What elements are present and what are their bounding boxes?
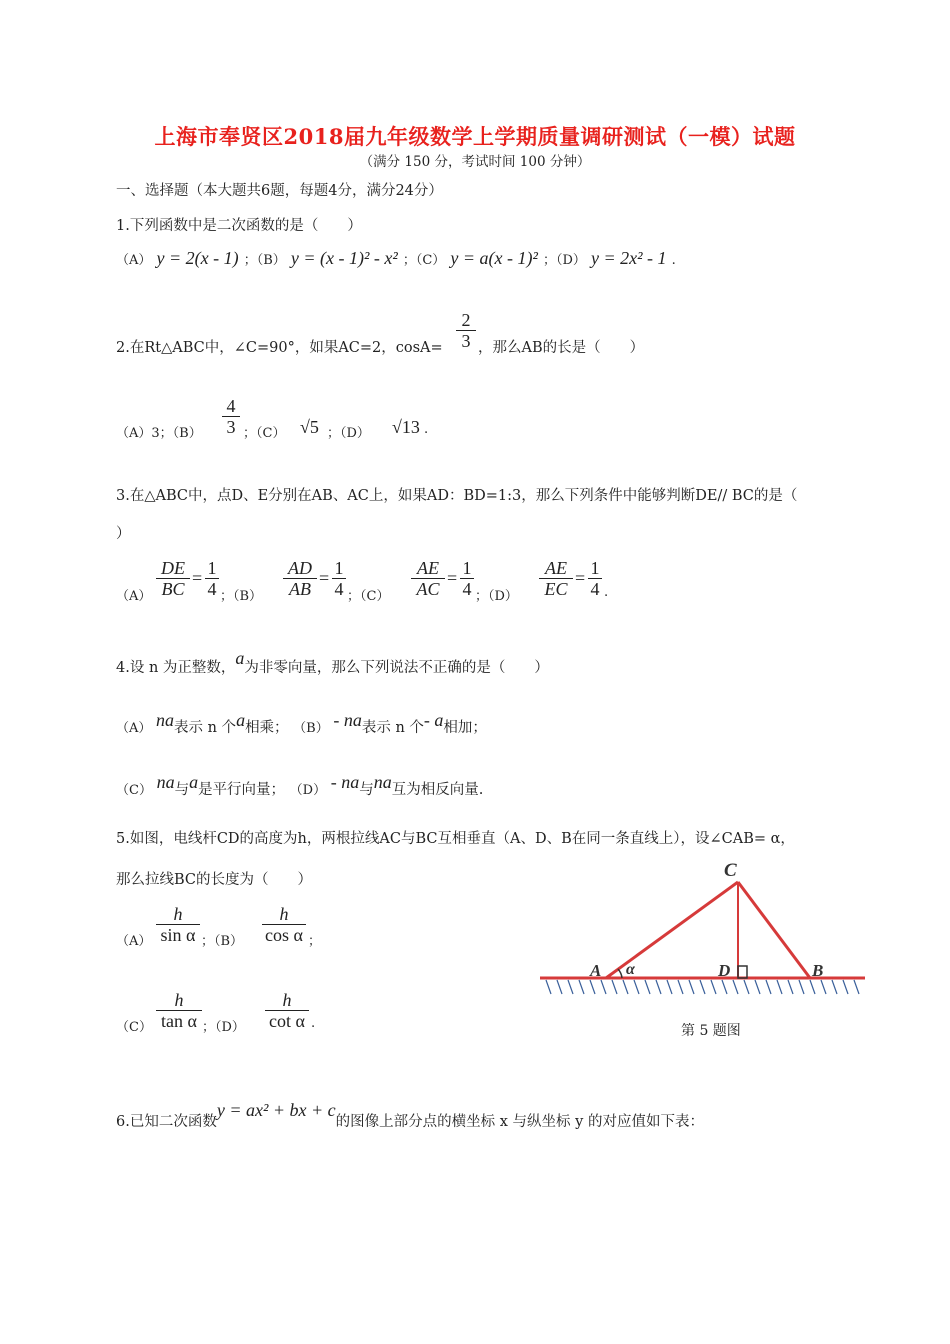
q2-option-c-label: ；（C） (243, 426, 286, 441)
q6-stem-a: 6.已知二次函数 (116, 1114, 217, 1130)
q5-option-c-denominator: tan α (156, 1010, 202, 1031)
q3-option-c-denominator: AC (411, 578, 445, 599)
q5-option-b-fraction (262, 904, 306, 945)
q2-option-b-fraction (222, 396, 240, 437)
hatch-mark (557, 980, 562, 994)
q3-option-d-fraction (539, 558, 573, 599)
q6-stem (116, 1100, 704, 1131)
q3-option-a-label: （A） (116, 589, 152, 604)
q4-option-d-na: na (373, 772, 392, 792)
hatch-mark (634, 980, 639, 994)
q3-option-b-rhs-num: 1 (334, 558, 344, 578)
hatch-mark (799, 980, 804, 994)
label-d: D (718, 961, 731, 980)
q5-option-b-denominator: cos α (262, 924, 306, 945)
q5-option-d-numerator: h (282, 990, 292, 1010)
q4-option-d-text: 与 (359, 782, 374, 798)
hatch-mark (821, 980, 826, 994)
q5-option-c-numerator: h (174, 990, 184, 1010)
q5-option-d-label: ；（D） (202, 1020, 245, 1035)
q3-option-c-fraction (411, 558, 445, 599)
q3-option-c-rhs (460, 558, 474, 599)
q2-option-b-denominator: 3 (222, 416, 240, 437)
hatch-mark (656, 980, 661, 994)
q3-option-d-rhs-num: 1 (590, 558, 600, 578)
label-a: A (590, 961, 602, 980)
hatch-mark (854, 980, 859, 994)
q4-stem-a: 4.设 n 为正整数， (116, 660, 236, 676)
q3-option-a-rhs-den: 4 (205, 578, 219, 599)
q3-option-b-numerator: AD (288, 558, 312, 578)
q1-option-b-expr: y = (x - 1)² - x² (290, 248, 398, 268)
hatch-mark (744, 980, 749, 994)
q3-option-b-fraction (283, 558, 317, 599)
q3-stem: 3.在△ABC中，点D、E分别在AB、AC上，如果AD：BD=1:3，那么下列条件中能够判断DE// BC的是（ (116, 488, 798, 504)
q3-option-d-equals: = (575, 568, 586, 588)
q2-cos-numerator: 2 (461, 310, 471, 330)
q5-option-d-fraction (265, 990, 309, 1031)
hatch-mark (711, 980, 716, 994)
q4-option-a-vec: a (236, 710, 246, 730)
q5-stem-cont: 那么拉线BC的长度为（ ） (116, 872, 313, 888)
q3-end-mark: . (604, 585, 609, 600)
q1-option-a-expr: y = 2(x - 1) (156, 248, 239, 268)
q3-option-b-rhs (332, 558, 346, 599)
hatch-mark (689, 980, 694, 994)
q4-option-a-end: 相乘； (245, 720, 289, 736)
hatch-mark (601, 980, 606, 994)
section-heading: 一、选择题（本大题共6题，每题4分，满分24分） (116, 183, 443, 199)
q3-option-b-denominator: AB (283, 578, 317, 599)
q4-vector-a: a (235, 648, 245, 668)
q4-stem (116, 648, 549, 677)
hatch-mark (546, 980, 551, 994)
q4-option-a-label: （A） (116, 721, 152, 736)
label-b: B (812, 961, 824, 980)
q3-option-d-rhs (588, 558, 602, 599)
ground-hatching (546, 980, 859, 994)
q5-option-d-denominator: cot α (265, 1010, 309, 1031)
q1-options (116, 248, 676, 278)
q3-option-d-label: ；（D） (475, 589, 518, 604)
q2-option-b-numerator: 4 (226, 396, 236, 416)
q2-end-mark: . (424, 422, 429, 437)
label-c: C (724, 860, 737, 881)
q3-option-a-fraction (156, 558, 190, 599)
q3-option-a-rhs-num: 1 (207, 558, 217, 578)
exam-info: （满分 150 分，考试时间 100 分钟） (359, 154, 591, 170)
q5-end-mark: . (311, 1016, 316, 1031)
hatch-mark (623, 980, 628, 994)
q3-option-b-label: ；（B） (220, 589, 263, 604)
q5-option-c-label: （C） (116, 1020, 152, 1035)
q4-stem-b: 为非零向量，那么下列说法不正确的是（ ） (244, 660, 549, 676)
q5-triangle-figure (538, 852, 868, 1002)
q3-option-c-numerator: AE (417, 558, 439, 578)
right-angle-mark (738, 966, 747, 978)
q4-option-c-end: 是平行向量； (198, 782, 286, 798)
q4-option-c-text: 与 (174, 782, 190, 798)
hatch-mark (645, 980, 650, 994)
q5-option-b-label: ；（B） (201, 934, 244, 949)
q3-option-a-rhs (205, 558, 219, 599)
q1-option-c-label: ；（C） (402, 253, 446, 268)
q5-stem: 5.如图，电线杆CD的高度为h，两根拉线AC与BC互相垂直（A、D、B在同一条直线上），设∠CAB= α， (116, 831, 795, 847)
q4-option-c-na: na (156, 772, 175, 792)
q4-option-b-text: 表示 n 个 (361, 720, 424, 736)
q4-options-ab (116, 710, 487, 737)
q1-option-a-label: （A） (116, 253, 152, 268)
q5-option-a-numerator: h (173, 904, 183, 924)
q4-option-d-end: 互为相反向量. (391, 782, 484, 798)
q2-option-c-expr: √5 (300, 417, 319, 437)
q3-option-b-equals: = (319, 568, 330, 588)
q2-option-d-label: ；（D） (327, 426, 370, 441)
q3-stem-cont: ） (116, 526, 131, 542)
hatch-mark (733, 980, 738, 994)
hatch-mark (590, 980, 595, 994)
q1-end-mark: . (671, 253, 676, 268)
q3-option-c-rhs-num: 1 (462, 558, 472, 578)
q3-option-a-denominator: BC (156, 578, 190, 599)
q5-option-a-label: （A） (116, 934, 152, 949)
q5-option-a-fraction (156, 904, 200, 945)
q5-option-c-fraction (156, 990, 202, 1031)
hatch-mark (843, 980, 848, 994)
hatch-mark (678, 980, 683, 994)
hatch-mark (766, 980, 771, 994)
page-title: 上海市奉贤区2018届九年级数学上学期质量调研测试（一模）试题 (154, 124, 796, 149)
q2-option-d-expr: √13 (392, 417, 420, 437)
hatch-mark (568, 980, 573, 994)
q2-option-a: （A）3；（B） (116, 426, 202, 441)
q1-option-d-expr: y = 2x² - 1 (591, 248, 667, 268)
q4-option-d-label: （D） (289, 783, 327, 798)
q3-option-c-equals: = (447, 568, 458, 588)
q2-stem-a: 2.在Rt△ABC中，∠C=90°，如果AC=2，cosA= (116, 340, 443, 356)
q4-options-cd (116, 772, 484, 799)
q1-stem: 1.下列函数中是二次函数的是（ ） (116, 218, 362, 234)
q6-expression: y = ax² + bx + c (216, 1100, 336, 1120)
hatch-mark (667, 980, 672, 994)
hatch-mark (722, 980, 727, 994)
q1-option-c-expr: y = a(x - 1)² (450, 248, 538, 268)
q4-option-a-text: 表示 n 个 (174, 720, 237, 736)
q4-option-d-neg-na: - na (330, 772, 360, 792)
q3-option-c-label: ；（C） (347, 589, 390, 604)
q4-option-b-end: 相加； (443, 720, 487, 736)
q4-option-b-vec: - a (423, 710, 444, 730)
label-alpha: α (626, 961, 635, 978)
q4-option-b-neg-na: - na (333, 710, 362, 730)
q3-option-d-denominator: EC (539, 578, 573, 599)
q2-cos-denominator: 3 (456, 330, 476, 351)
q1-option-d-label: ；（D） (542, 253, 586, 268)
q4-option-b-label: （B） (293, 721, 329, 736)
q3-option-b-rhs-den: 4 (332, 578, 346, 599)
hatch-mark (755, 980, 760, 994)
q3-option-d-numerator: AE (545, 558, 567, 578)
side-bc (738, 882, 810, 978)
q4-option-c-label: （C） (116, 783, 152, 798)
q5-figure-caption: 第 5 题图 (681, 1023, 741, 1039)
q3-option-d-rhs-den: 4 (588, 578, 602, 599)
q1-option-b-label: ；（B） (243, 253, 286, 268)
q6-stem-b: 的图像上部分点的横坐标 x 与纵坐标 y 的对应值如下表： (335, 1114, 704, 1130)
hatch-mark (612, 980, 617, 994)
q5-option-b-sep: ； (308, 934, 322, 949)
hatch-mark (700, 980, 705, 994)
q5-option-b-numerator: h (279, 904, 289, 924)
q2-stem-b: ，那么AB的长是（ ） (478, 340, 645, 356)
hatch-mark (832, 980, 837, 994)
hatch-mark (788, 980, 793, 994)
q3-option-a-equals: = (192, 568, 203, 588)
q5-option-a-denominator: sin α (156, 924, 200, 945)
hatch-mark (579, 980, 584, 994)
q3-option-c-rhs-den: 4 (460, 578, 474, 599)
hatch-mark (777, 980, 782, 994)
q3-option-a-numerator: DE (161, 558, 185, 578)
q4-option-c-vec: a (189, 772, 199, 792)
hatch-mark (810, 980, 815, 994)
q2-cos-fraction (456, 310, 476, 351)
q4-option-a-na: na (156, 710, 174, 730)
